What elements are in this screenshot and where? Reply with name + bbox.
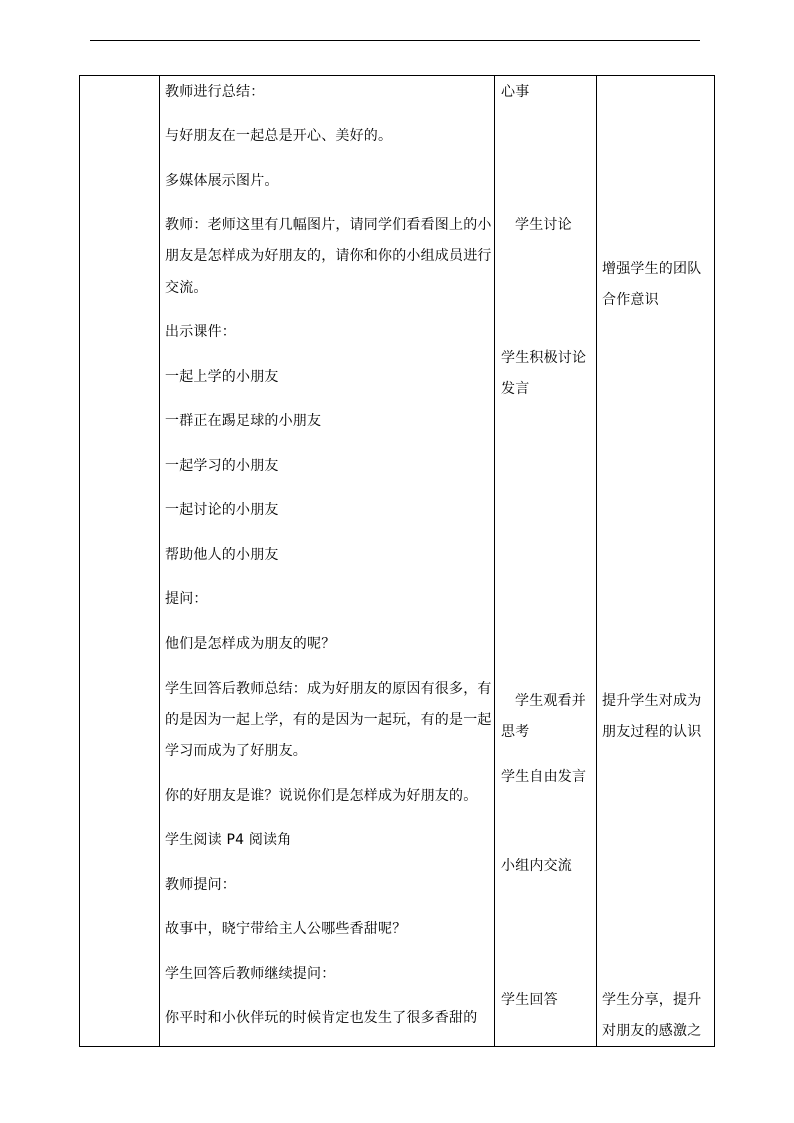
student-line: 发言 — [501, 381, 530, 397]
teacher-line: 交流。 — [165, 280, 208, 296]
teacher-line: 一起讨论的小朋友 — [165, 502, 279, 518]
student-line: 学生自由发言 — [501, 769, 587, 785]
teacher-line: 的是因为一起上学，有的是因为一起玩，有的是一起 — [165, 712, 492, 728]
column-divider-1 — [159, 76, 160, 1046]
teacher-line: 学生回答后教师继续提问： — [165, 966, 336, 982]
teacher-line: 出示课件： — [165, 324, 236, 340]
purpose-line: 增强学生的团队 — [602, 261, 702, 277]
student-line: 学生积极讨论 — [501, 350, 587, 366]
teacher-line: 故事中，晓宁带给主人公哪些香甜呢？ — [165, 921, 407, 937]
teacher-line: 你的好朋友是谁？说说你们是怎样成为好朋友的。 — [165, 788, 478, 804]
teacher-line: 他们是怎样成为朋友的呢？ — [165, 636, 336, 652]
teacher-line: 帮助他人的小朋友 — [165, 547, 279, 563]
teacher-line: 一群正在踢足球的小朋友 — [165, 413, 322, 429]
teacher-line: 学生阅读 P4 阅读角 — [165, 832, 292, 848]
teacher-line: 学生回答后教师总结：成为好朋友的原因有很多，有 — [165, 681, 492, 697]
teacher-line: 一起上学的小朋友 — [165, 369, 279, 385]
student-line: 思考 — [501, 724, 530, 740]
header-rule — [90, 40, 700, 41]
student-line: 心事 — [501, 84, 530, 100]
teacher-line: 教师：老师这里有几幅图片，请同学们看看图上的小 — [165, 217, 492, 233]
column-divider-3 — [596, 76, 597, 1046]
teacher-line: 教师进行总结： — [165, 84, 265, 100]
teacher-line: 教师提问： — [165, 877, 236, 893]
purpose-line: 提升学生对成为 — [602, 693, 702, 709]
teacher-line: 朋友是怎样成为好朋友的，请你和你的小组成员进行 — [165, 248, 492, 264]
teacher-line: 你平时和小伙伴玩的时候肯定也发生了很多香甜的 — [165, 1010, 478, 1026]
teacher-line: 提问： — [165, 591, 208, 607]
student-line: 学生回答 — [501, 992, 558, 1008]
teacher-line: 一起学习的小朋友 — [165, 458, 279, 474]
purpose-line: 合作意识 — [602, 292, 659, 308]
purpose-line: 对朋友的感激之 — [602, 1023, 702, 1039]
student-line: 学生讨论 — [515, 217, 572, 233]
student-line: 小组内交流 — [501, 858, 572, 874]
student-line: 学生观看并 — [515, 693, 586, 709]
column-divider-2 — [494, 76, 495, 1046]
purpose-line: 朋友过程的认识 — [602, 724, 702, 740]
teacher-line: 与好朋友在一起总是开心、美好的。 — [165, 128, 393, 144]
purpose-line: 学生分享，提升 — [602, 992, 702, 1008]
teacher-line: 学习而成为了好朋友。 — [165, 743, 307, 759]
teacher-line: 多媒体展示图片。 — [165, 173, 279, 189]
